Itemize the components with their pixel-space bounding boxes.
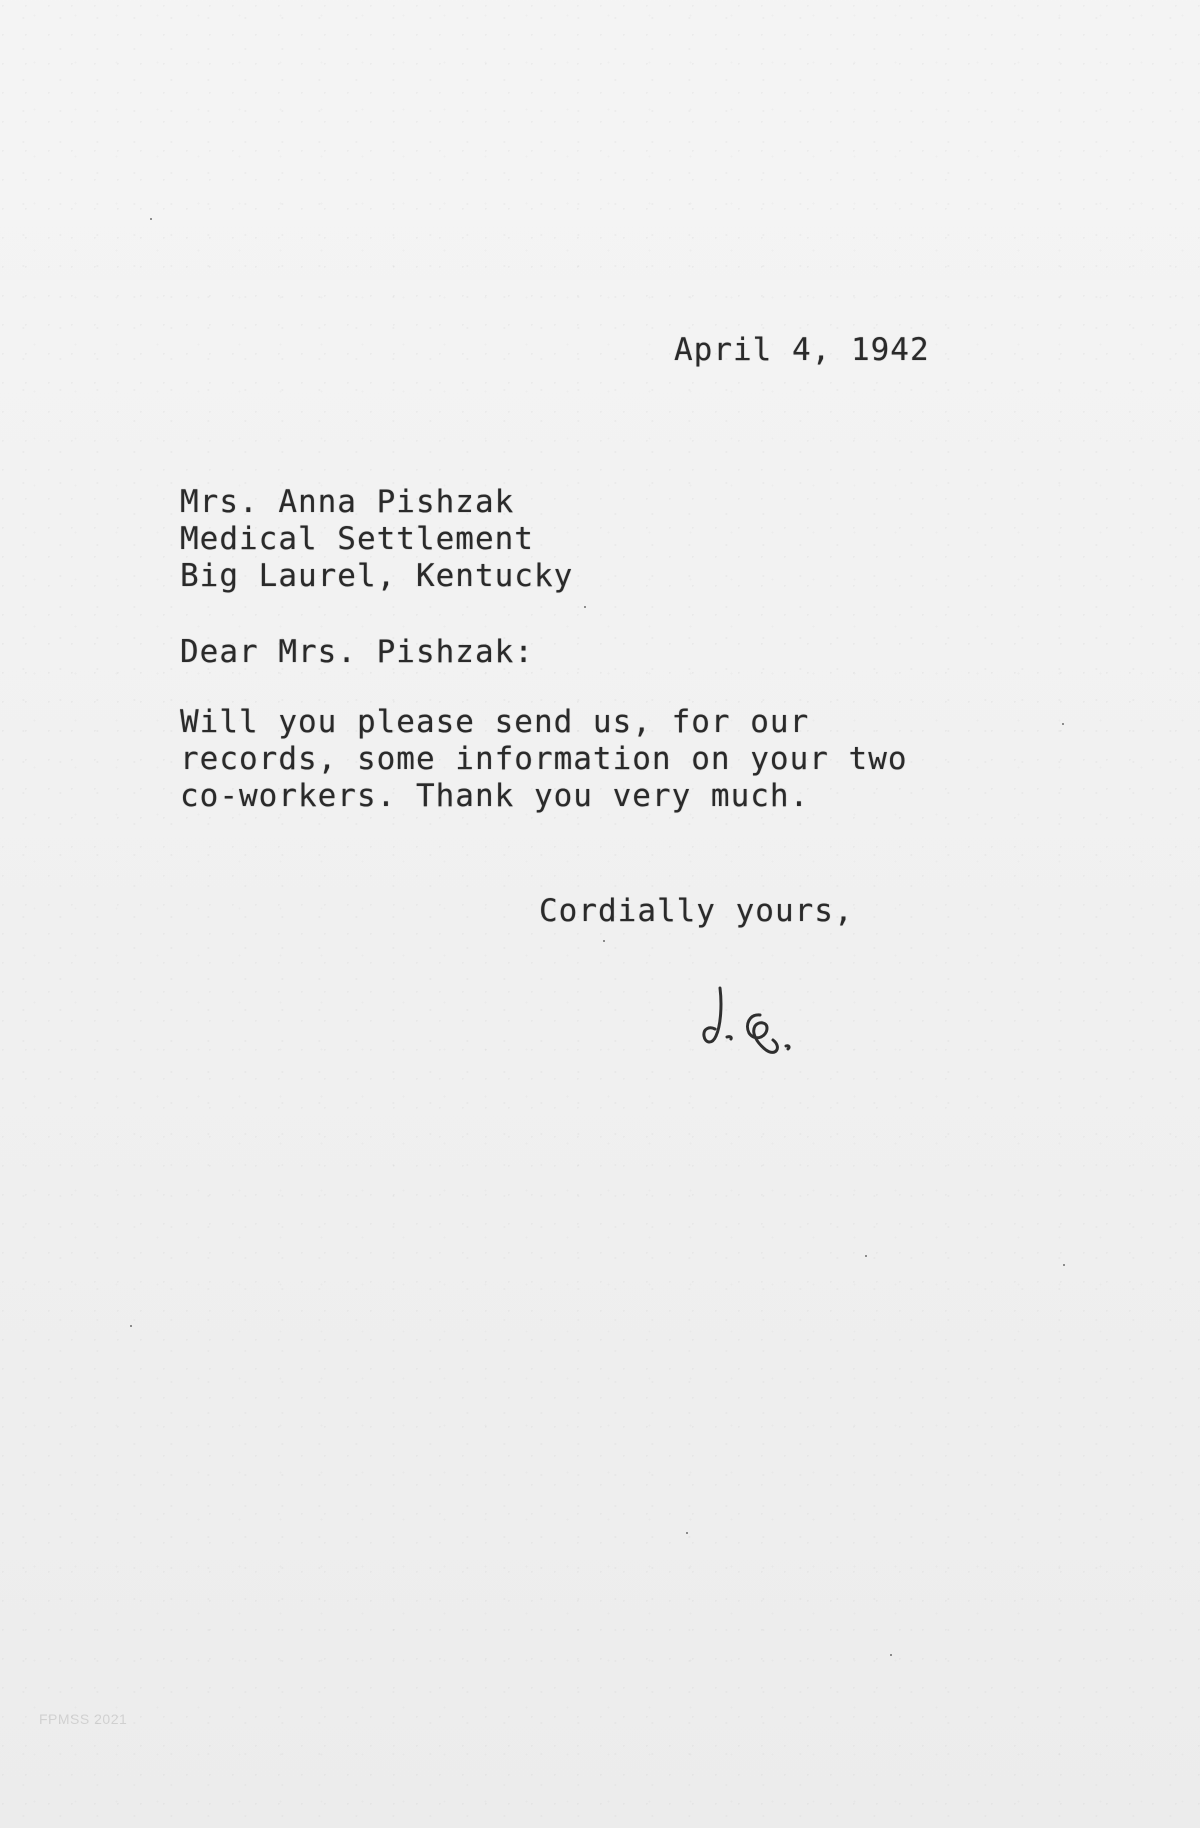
letter-body <box>180 704 908 815</box>
recipient-address <box>180 484 573 595</box>
body-line: co-workers. Thank you very much. <box>180 778 810 814</box>
paper-speck <box>686 1532 688 1534</box>
body-line: records, some information on your two <box>180 741 908 777</box>
paper-speck <box>890 1654 892 1656</box>
paper-speck <box>865 1255 867 1257</box>
closing: Cordially yours, <box>539 893 854 929</box>
archive-watermark: FPMSS 2021 <box>39 1711 128 1727</box>
handwritten-initials <box>698 980 808 1060</box>
letter-date: April 4, 1942 <box>674 332 930 368</box>
paper-speck <box>130 1325 132 1327</box>
signature-icon <box>698 980 808 1060</box>
recipient-name: Mrs. Anna Pishzak <box>180 484 515 520</box>
body-line: Will you please send us, for our <box>180 704 810 740</box>
recipient-location: Big Laurel, Kentucky <box>180 558 574 594</box>
paper-speck <box>584 606 586 608</box>
paper-speck <box>150 218 152 220</box>
recipient-organization: Medical Settlement <box>180 521 534 557</box>
paper-speck <box>1063 1264 1065 1266</box>
salutation: Dear Mrs. Pishzak: <box>180 634 534 670</box>
paper-speck <box>603 940 605 942</box>
paper-speck <box>1062 723 1064 725</box>
